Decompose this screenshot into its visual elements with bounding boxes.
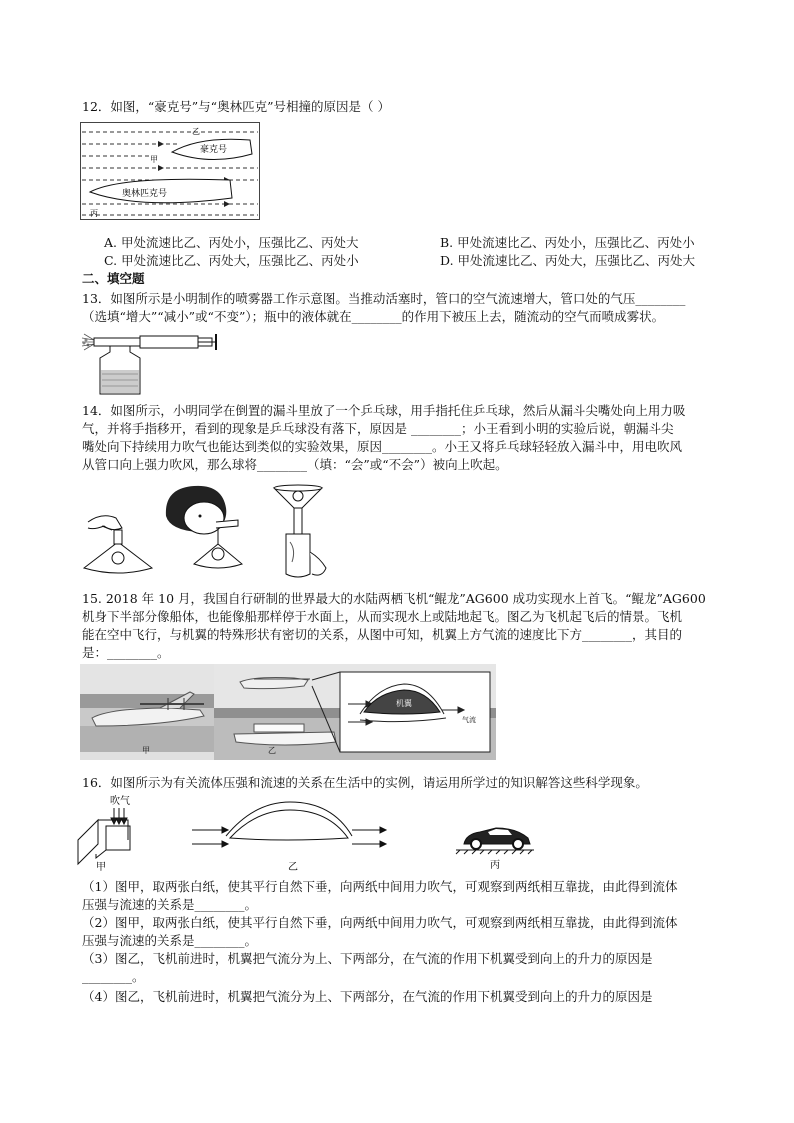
q16-p4-line1: （4）图乙，飞机前进时，机翼把气流分为上、下两部分，在气流的作用下机翼受到向上的升力的原因是: [82, 989, 653, 1004]
q16-figures: [76, 792, 536, 872]
q15-photo-jia: [80, 664, 214, 760]
q15-photo-yi: [214, 664, 496, 760]
ship-haoke-label: 豪克号: [200, 145, 228, 155]
q14-line3: 嘴处向下持续用力吹气也能达到类似的实验效果，原因________。小王又将乒乓球轻轻放入漏斗中，用电吹风: [82, 439, 683, 454]
q15-line1: 15. 2018 年 10 月，我国自行研制的世界最大的水陆两栖飞机“鲲龙”AG600 成功实现水上首飞。“鲲龙”AG600: [82, 591, 706, 606]
label-yi: 乙: [192, 127, 200, 136]
q14-line4: 从管口向上强力吹风，那么球将________（填：“会”或“不会”）被向上吹起。: [82, 457, 508, 472]
fig-jia-label: 甲: [96, 862, 106, 872]
q15-line2: 机身下半部分像船体，也能像船那样停于水面上，从而实现水上或陆地起飞。图乙为飞机起飞后的情景。飞机: [82, 609, 683, 624]
q15-line3: 能在空中飞行，与机翼的特殊形状有密切的关系，从图中可知，机翼上方气流的速度比下方________，其目的: [82, 627, 683, 642]
q14-line1: 14．如图所示，小明同学在倒置的漏斗里放了一个乒乓球，用手指托住乒乓球，然后从漏斗尖嘴处向上用力吸: [82, 403, 686, 418]
q13-sprayer-figure: [80, 328, 220, 396]
label-bing: 丙: [90, 209, 98, 218]
fig-bing-label: 丙: [490, 860, 500, 871]
q12-stem: 12．如图，“豪克号”与“奥林匹克”号相撞的原因是（ ）: [82, 99, 390, 114]
q14-funnel-hand-figure: [82, 508, 154, 580]
q14-line2: 气，并将手指移开，看到的现象是乒乓球没有落下，原因是 ________；小王看到小明的实验后说，朝漏斗尖: [82, 421, 674, 436]
wing-label: 机翼: [396, 699, 412, 708]
q16-p2-line1: （2）图甲，取两张白纸，使其平行自然下垂，向两纸中间用力吹气，可观察到两纸相互靠拢，由此得到流体: [82, 915, 678, 930]
photo-jia-label: 甲: [142, 746, 150, 755]
q16-stem: 16．如图所示为有关流体压强和流速的关系在生活中的实例，请运用所学过的知识解答这些科学现象。: [82, 775, 648, 790]
q16-p3-line2: ________。: [82, 969, 145, 984]
q13-line1: 13．如图所示是小明制作的喷雾器工作示意图。当推动活塞时，管口的空气流速增大，管口处的气压________: [82, 291, 686, 306]
q16-p2-line2: 压强与流速的关系是________。: [82, 933, 258, 948]
ship-olympic-label: 奥林匹克号: [122, 189, 168, 199]
photo-yi-label: 乙: [268, 746, 276, 755]
label-jia: 甲: [150, 155, 158, 164]
q14-blowing-figure: [158, 482, 258, 580]
q13-line2: （选填“增大”“减小”或“不变”）；瓶中的液体就在________的作用下被压上去，随流动的空气而喷成雾状。: [82, 309, 665, 324]
q16-p1-line1: （1）图甲，取两张白纸，使其平行自然下垂，向两纸中间用力吹气，可观察到两纸相互靠拢，由此得到流体: [82, 879, 678, 894]
fig-yi-label: 乙: [288, 862, 298, 872]
q12-ships-figure: [80, 122, 260, 220]
airflow-label: 气流: [462, 716, 476, 724]
q12-option-d: D. 甲处流速比乙、丙处大，压强比乙、丙处大: [440, 253, 696, 268]
q12-option-c: C. 甲处流速比乙、丙处大，压强比乙、丙处小: [104, 253, 359, 268]
q12-option-a: A. 甲处流速比乙、丙处小，压强比乙、丙处大: [104, 235, 359, 250]
q15-line4: 是：________。: [82, 645, 170, 660]
section-title: 二、填空题: [82, 271, 145, 286]
q16-p1-line2: 压强与流速的关系是________。: [82, 897, 258, 912]
q14-hairdryer-figure: [268, 482, 328, 582]
q16-p3-line1: （3）图乙，飞机前进时，机翼把气流分为上、下两部分，在气流的作用下机翼受到向上的升力的原因是: [82, 951, 653, 966]
blow-label: 吹气: [110, 796, 130, 807]
q12-option-b: B. 甲处流速比乙、丙处小，压强比乙、丙处小: [440, 235, 695, 250]
